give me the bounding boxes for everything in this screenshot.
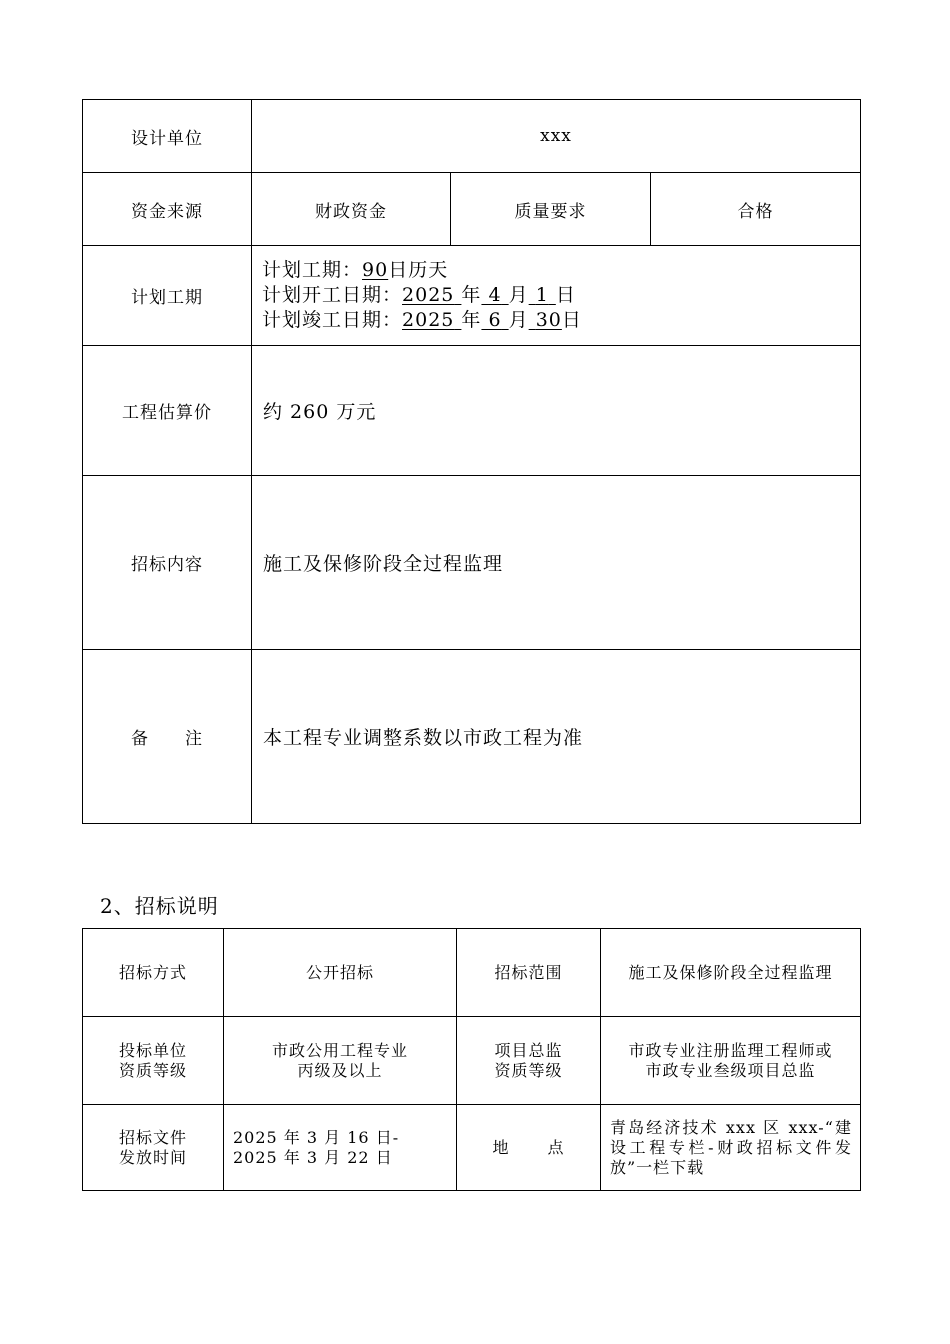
row-schedule xyxy=(83,246,861,346)
design-unit-label: 设计单位 xyxy=(83,100,252,173)
scope-label: 招标范围 xyxy=(457,929,601,1017)
funding-label: 资金来源 xyxy=(83,173,252,246)
end-date-line: 计划竣工日期：2025 年 6 月 30日 xyxy=(262,309,582,331)
row-distribution xyxy=(83,1105,861,1191)
location-value: 青岛经济技术 xxx 区 xxx-“建设工程专栏-财政招标文件发放”一栏下载 xyxy=(601,1105,861,1191)
end-month: 6 xyxy=(488,309,502,331)
schedule-value xyxy=(252,246,861,346)
schedule-label: 计划工期 xyxy=(83,246,252,346)
end-year: 2025 xyxy=(402,309,455,331)
start-date-line: 计划开工日期：2025 年 4 月 1 日 xyxy=(262,284,576,306)
estimate-value: 约 260 万元 xyxy=(252,346,861,476)
director-value: 市政专业注册监理工程师或 市政专业叁级项目总监 xyxy=(601,1017,861,1105)
qualification-label: 投标单位 资质等级 xyxy=(83,1017,224,1105)
start-day: 1 xyxy=(535,284,549,306)
qualification-value: 市政公用工程专业 丙级及以上 xyxy=(224,1017,457,1105)
quality-value: 合格 xyxy=(651,173,861,246)
row-remark xyxy=(83,650,861,824)
design-unit-value: xxx xyxy=(252,100,861,173)
row-funding xyxy=(83,173,861,246)
row-qualification xyxy=(83,1017,861,1105)
estimate-label: 工程估算价 xyxy=(83,346,252,476)
content-label: 招标内容 xyxy=(83,476,252,650)
row-design-unit xyxy=(83,100,861,173)
bidding-info-table xyxy=(82,928,861,1191)
project-info-table xyxy=(82,99,861,824)
method-label: 招标方式 xyxy=(83,929,224,1017)
location-label: 地点 xyxy=(457,1105,601,1191)
row-estimate xyxy=(83,346,861,476)
method-value: 公开招标 xyxy=(224,929,457,1017)
start-year: 2025 xyxy=(402,284,455,306)
row-content xyxy=(83,476,861,650)
section-title: 2、招标说明 xyxy=(100,894,219,918)
row-method xyxy=(83,929,861,1017)
start-month: 4 xyxy=(488,284,502,306)
end-day: 30 xyxy=(535,309,562,331)
remark-value: 本工程专业调整系数以市政工程为准 xyxy=(252,650,861,824)
distribution-time-label: 招标文件 发放时间 xyxy=(83,1105,224,1191)
distribution-time-value: 2025 年 3 月 16 日- 2025 年 3 月 22 日 xyxy=(224,1105,457,1191)
director-label: 项目总监 资质等级 xyxy=(457,1017,601,1105)
content-value: 施工及保修阶段全过程监理 xyxy=(252,476,861,650)
duration-days: 90 xyxy=(362,259,389,281)
funding-value: 财政资金 xyxy=(252,173,451,246)
quality-label: 质量要求 xyxy=(451,173,651,246)
scope-value: 施工及保修阶段全过程监理 xyxy=(601,929,861,1017)
duration-line: 计划工期：90日历天 xyxy=(262,259,449,281)
remark-label: 备注 xyxy=(83,650,252,824)
